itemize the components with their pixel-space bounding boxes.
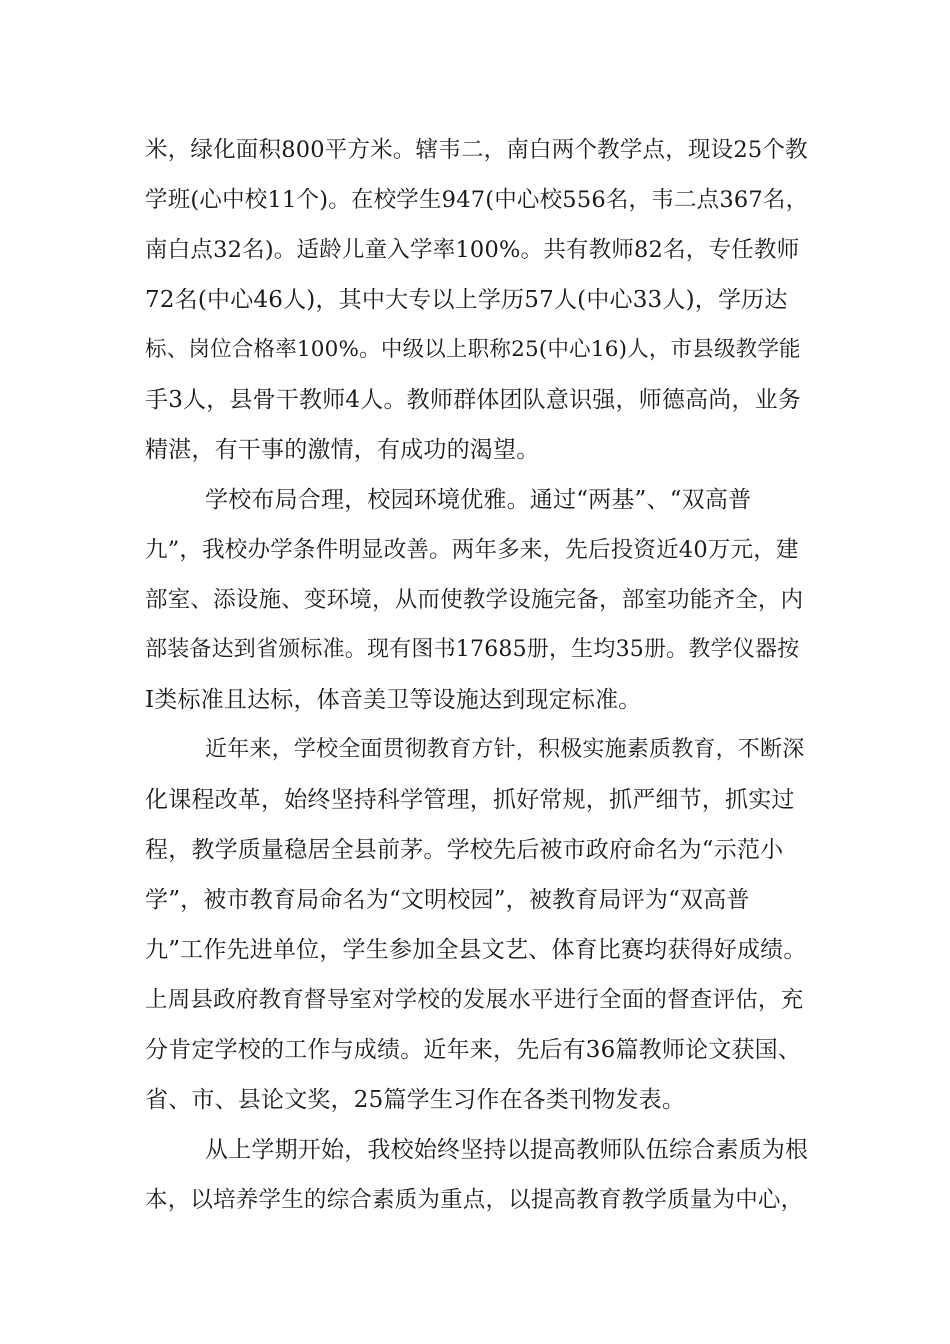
text-line: 72名(中心46人)，其中大专以上学历57人(中心33人)，学历达	[145, 287, 788, 313]
text-line: 学”，被市教育局命名为“文明校园”，被教育局评为“双高普	[145, 887, 750, 913]
text-line: 标、岗位合格率100%。中级以上职称25(中心16)人，市县级教学能	[145, 337, 801, 362]
text-line: 本，以培养学生的综合素质为重点，以提高教育教学质量为中心，	[145, 1187, 804, 1213]
text-line: 化课程改革，始终坚持科学管理，抓好常规，抓严细节，抓实过	[145, 787, 795, 813]
text-line: 学校布局合理，校园环境优雅。通过“两基”、“双高普	[205, 487, 752, 513]
text-line: 部室、添设施、变环境，从而使教学设施完备，部室功能齐全，内	[145, 587, 804, 613]
paragraph-campus-layout	[145, 475, 810, 725]
paragraph-achievements	[145, 725, 810, 1125]
text-line: Ⅰ类标准且达标，体音美卫等设施达到现定标准。	[145, 687, 642, 713]
document-body	[145, 125, 810, 1225]
paragraph-facilities-staff	[145, 125, 810, 475]
text-line: 上周县政府教育督导室对学校的发展水平进行全面的督查评估，充	[145, 987, 804, 1013]
text-line: 程，教学质量稳居全县前茅。学校先后被市政府命名为“示范小	[145, 837, 784, 863]
text-line: 从上学期开始，我校始终坚持以提高教师队伍综合素质为根	[205, 1137, 809, 1163]
text-line: 近年来，学校全面贯彻教育方针，积极实施素质教育，不断深	[205, 737, 805, 762]
text-line: 学班(心中校11个)。在校学生947(中心校556名，韦二点367名，	[145, 187, 809, 213]
text-line: 精湛，有干事的激情，有成功的渴望。	[145, 437, 540, 463]
text-line: 部装备达到省颁标准。现有图书17685册，生均35册。教学仪器按	[145, 637, 800, 662]
text-line: 手3人，县骨干教师4人。教师群体团队意识强，师德高尚，业务	[145, 387, 802, 413]
text-line: 省、市、县论文奖，25篇学生习作在各类刊物发表。	[145, 1087, 686, 1113]
text-line: 九”，我校办学条件明显改善。两年多来，先后投资近40万元，建	[145, 537, 799, 563]
text-line: 九”工作先进单位，学生参加全县文艺、体育比赛均获得好成绩。	[145, 937, 807, 963]
text-line: 南白点32名)。适龄儿童入学率100%。共有教师82名，专任教师	[145, 237, 800, 263]
paragraph-strategy	[145, 1125, 810, 1225]
text-line: 米，绿化面积800平方米。辖韦二，南白两个教学点，现设25个教	[145, 137, 808, 163]
text-line: 分肯定学校的工作与成绩。近年来，先后有36篇教师论文获国、	[145, 1037, 802, 1063]
